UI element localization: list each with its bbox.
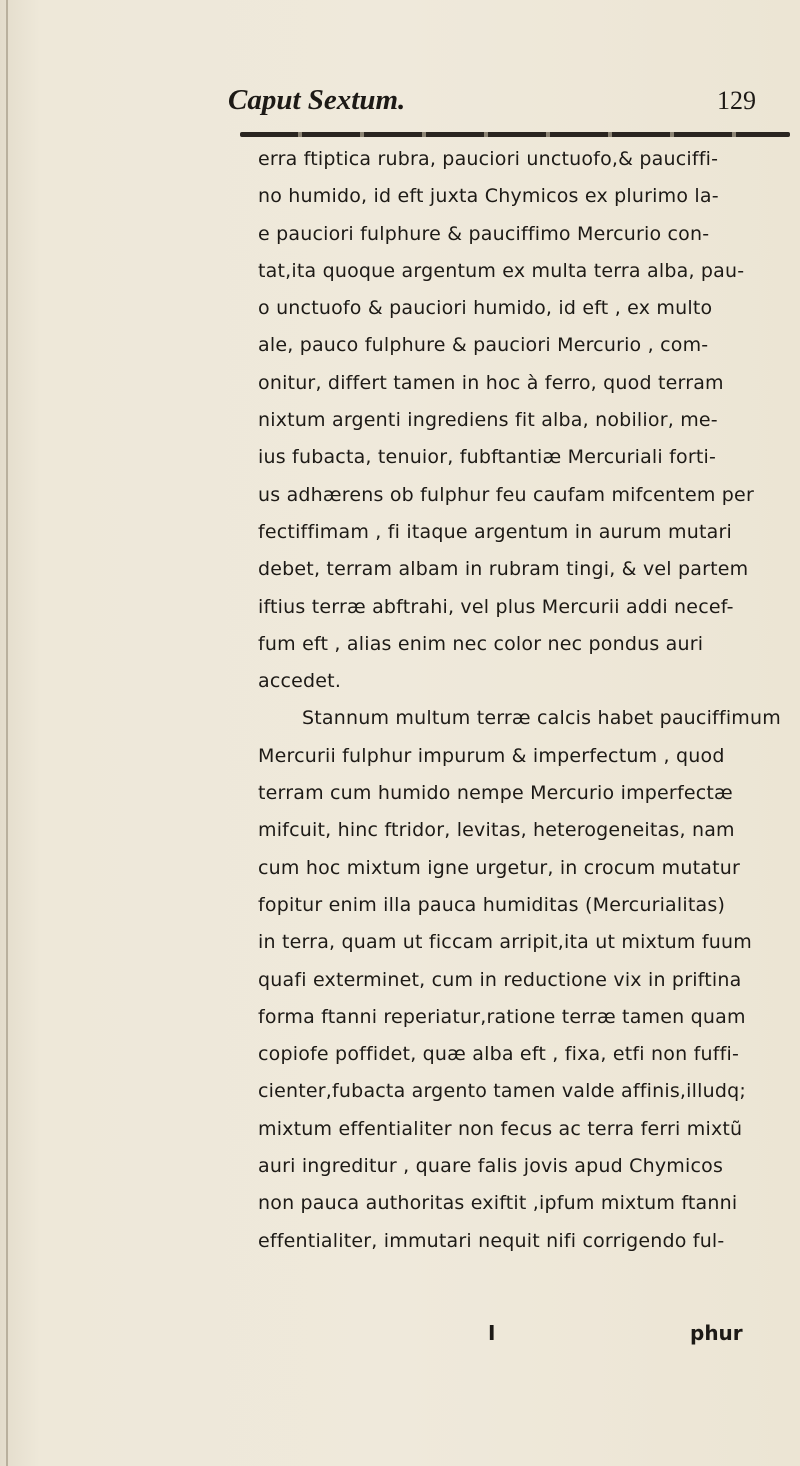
page-number: 129 <box>717 86 756 115</box>
text-line: o unctuofo & pauciori humido, id eft , ex multo <box>258 297 713 320</box>
text-line: ale, pauco fulphure & pauciori Mercurio , com- <box>258 334 709 357</box>
text-line: accedet. <box>258 670 342 693</box>
text-line: iftius terræ abftrahi, vel plus Mercurii addi necef- <box>258 595 734 618</box>
text-line: no humido, id eft juxta Chymicos ex plurimo la- <box>258 185 719 208</box>
text-line: fum eft , alias enim nec color nec pondus auri <box>258 632 704 655</box>
text-line: auri ingreditur , quare falis jovis apud Chymicos <box>258 1155 724 1178</box>
header-rule <box>240 132 790 137</box>
text-line: Mercurii fulphur impurum & imperfectum , quod <box>258 744 725 767</box>
text-line: forma ftanni reperiatur,ratione terræ tamen quam <box>258 1005 746 1028</box>
text-line: mixtum effentialiter non fecus ac terra ferri mixtũ <box>258 1117 743 1140</box>
running-title: Caput Sextum. <box>228 84 406 116</box>
page-header <box>0 84 800 124</box>
text-line: us adhærens ob fulphur feu caufam mifcentem per <box>258 483 754 506</box>
text-line: cienter,fubacta argento tamen valde affinis,illudq; <box>258 1080 746 1103</box>
text-line: quafi exterminet, cum in reductione vix in priftina <box>258 968 742 991</box>
text-line: fectiffimam , fi itaque argentum in aurum mutari <box>258 520 732 543</box>
text-line: onitur, differt tamen in hoc à ferro, quod terram <box>258 371 724 394</box>
gutter-edge <box>6 0 8 1466</box>
text-line: fopitur enim illa pauca humiditas (Mercurialitas) <box>258 893 726 916</box>
text-line: terram cum humido nempe Mercurio imperfectæ <box>258 782 733 805</box>
body-text <box>258 141 793 1260</box>
text-line: cum hoc mixtum igne urgetur, in crocum mutatur <box>258 856 741 879</box>
text-line: debet, terram albam in rubram tingi, & vel partem <box>258 558 749 581</box>
catchword: phur <box>690 1321 743 1345</box>
page-footer <box>0 1321 800 1361</box>
text-line: in terra, quam ut ficcam arripit,ita ut mixtum fuum <box>258 931 752 954</box>
signature-mark: I <box>488 1321 496 1345</box>
text-line: copiofe poffidet, quæ alba eft , fixa, etfi non fuffi- <box>258 1043 740 1066</box>
text-line: e pauciori fulphure & pauciffimo Mercurio con- <box>258 222 710 245</box>
text-line: mifcuit, hinc ftridor, levitas, heterogeneitas, nam <box>258 819 735 842</box>
text-line: erra ftiptica rubra, pauciori unctuofo,& pauciffi- <box>258 148 719 170</box>
text-line: effentialiter, immutari nequit nifi corrigendo ful- <box>258 1229 725 1252</box>
text-line: tat,ita quoque argentum ex multa terra alba, pau- <box>258 259 745 282</box>
text-line: non pauca authoritas exiftit ,ipfum mixtum ftanni <box>258 1192 738 1215</box>
text-line: nixtum argenti ingrediens fit alba, nobilior, me- <box>258 409 718 432</box>
paragraph-start-line: Stannum multum terræ calcis habet pauciffimum <box>302 707 781 730</box>
text-line: ius fubacta, tenuior, fubftantiæ Mercuriali forti- <box>258 446 717 469</box>
